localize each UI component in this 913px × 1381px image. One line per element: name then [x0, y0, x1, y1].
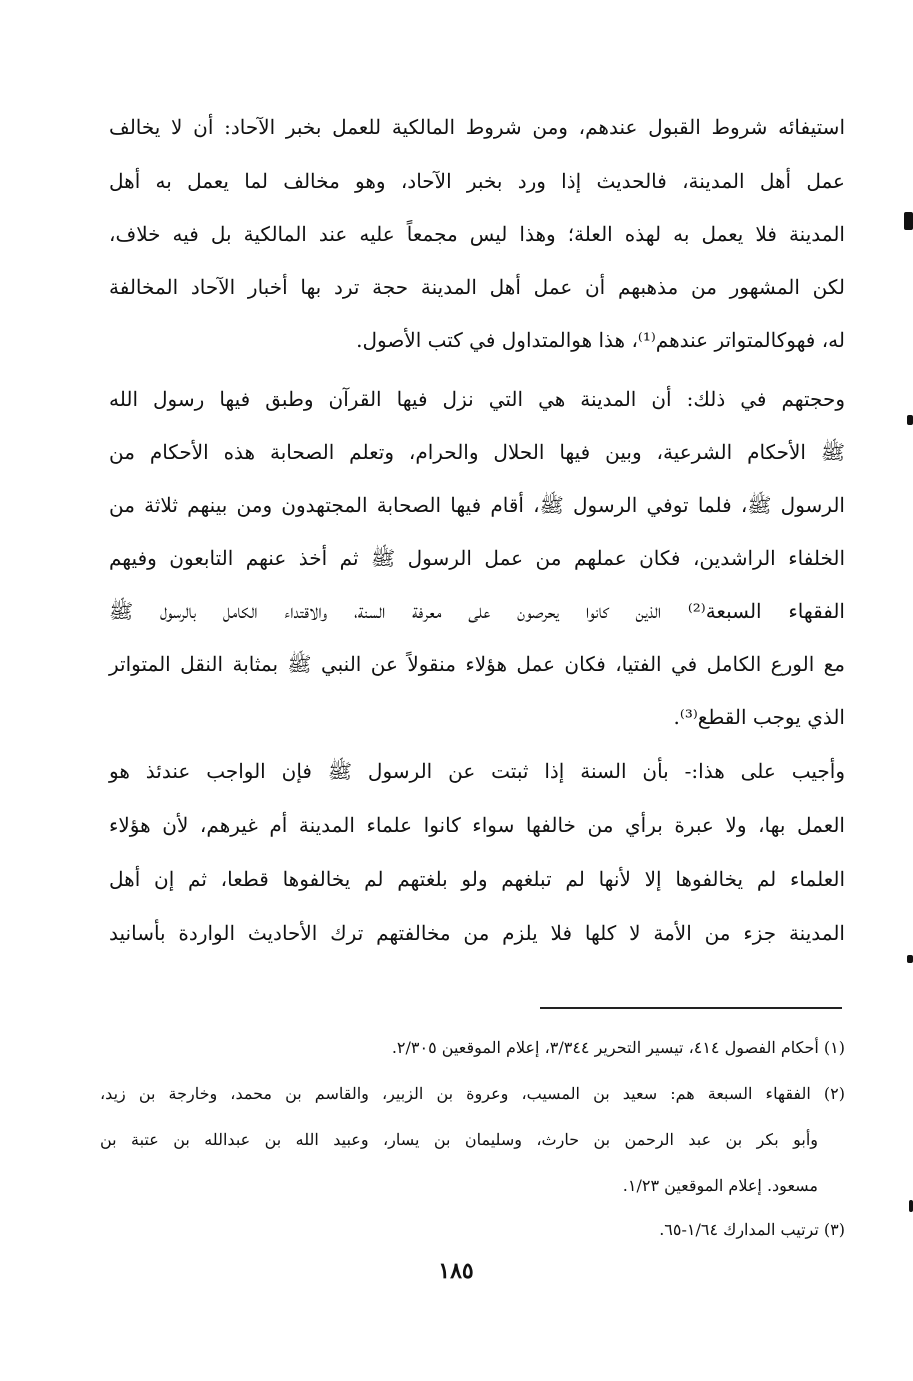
paragraph-1-line-3: المدينة فلا يعمل به لهذه العلة؛ وهذا ليس مجمعاً عليه عند المالكية بل فيه خلاف، — [109, 222, 845, 246]
paragraph-1-line-1: استيفائه شروط القبول عندهم، ومن شروط المالكية للعمل بخبر الآحاد: أن لا يخالف — [109, 115, 845, 139]
paragraph-3-line-3: العلماء لم يخالفوها إلا لأنها لم تبلغهم ولو بلغتهم لم يخالفوها قطعا، ثم إن أهل — [109, 867, 845, 891]
paragraph-2-line-2: ﷺ الأحكام الشرعية، وبين فيها الحلال والحرام، وتعلم الصحابة هذه الأحكام من — [109, 440, 845, 464]
paragraph-1-line-4: لكن المشهور من مذهبهم أن عمل أهل المدينة حجة ترد بها أخبار الآحاد المخالفة — [109, 275, 845, 299]
paragraph-3-line-2: العمل بها، ولا عبرة برأي من خالفها سواء كانوا علماء المدينة أم غيرهم، لأن هؤلاء — [109, 813, 845, 837]
paragraph-2-line-3: الرسول ﷺ، فلما توفي الرسول ﷺ، أقام فيها الصحابة المجتهدون ومن بينهم ثلاثة من — [109, 493, 845, 517]
footnote-1: (١) أحكام الفصول ٤١٤، تيسير التحرير ٣/٣٤٤، إعلام الموقعين ٢/٣٠٥. — [391, 1038, 845, 1057]
footnote-2-line-2: وأبو بكر بن عبد الرحمن بن حارث، وسليمان بن يسار، وعبيد الله بن عبدالله بن عتبة بن — [100, 1130, 818, 1149]
paragraph-3-line-4: المدينة جزء من الأمة لا كلها فلا يلزم من مخالفتهم ترك الأحاديث الواردة بأسانيد — [109, 921, 845, 945]
paragraph-2-line-7: الذي يوجب القطع⁽³⁾. — [673, 705, 845, 729]
paragraph-2-line-6: مع الورع الكامل في الفتيا، فكان عمل هؤلاء منقولاً عن النبي ﷺ بمثابة النقل المتواتر — [109, 652, 845, 676]
paragraph-1-line-2: عمل أهل المدينة، فالحديث إذا ورد بخبر الآحاد، وهو مخالف لما يعمل به أهل — [109, 169, 845, 193]
footnote-2-line-1: (٢) الفقهاء السبعة هم: سعيد بن المسيب، وعروة بن الزبير، والقاسم بن محمد، وخارجة بن زيد، — [100, 1084, 845, 1103]
footnote-separator — [540, 1007, 842, 1009]
scan-edge-mark-2 — [907, 415, 913, 425]
page-number: ١٨٥ — [438, 1258, 474, 1284]
scan-edge-mark-4 — [909, 1200, 913, 1212]
scan-edge-mark-1 — [904, 212, 913, 230]
paragraph-2-line-4: الخلفاء الراشدين، فكان عملهم من عمل الرسول ﷺ ثم أخذ عنهم التابعون وفيهم — [109, 546, 845, 570]
paragraph-3-line-1: وأجيب على هذا:- بأن السنة إذا ثبتت عن الرسول ﷺ فإن الواجب عندئذ هو — [109, 759, 846, 783]
footnote-2-line-3: مسعود. إعلام الموقعين ١/٢٣. — [622, 1176, 818, 1195]
footnote-3: (٣) ترتيب المدارك ١/٦٤-٦٥. — [659, 1220, 845, 1239]
paragraph-1-line-5: له، فهوكالمتواتر عندهم⁽¹⁾، هذا هوالمتداول في كتب الأصول. — [356, 328, 845, 352]
scan-edge-mark-3 — [907, 955, 913, 963]
paragraph-2-line-1: وحجتهم في ذلك: أن المدينة هي التي نزل فيها القرآن وطبق فيها رسول الله — [109, 387, 845, 411]
paragraph-2-line-5: الفقهاء السبعة⁽²⁾ الذين كانوا يحرصون على معرفة السنة، والاقتداء الكامل بالرسول ﷺ — [109, 599, 845, 623]
